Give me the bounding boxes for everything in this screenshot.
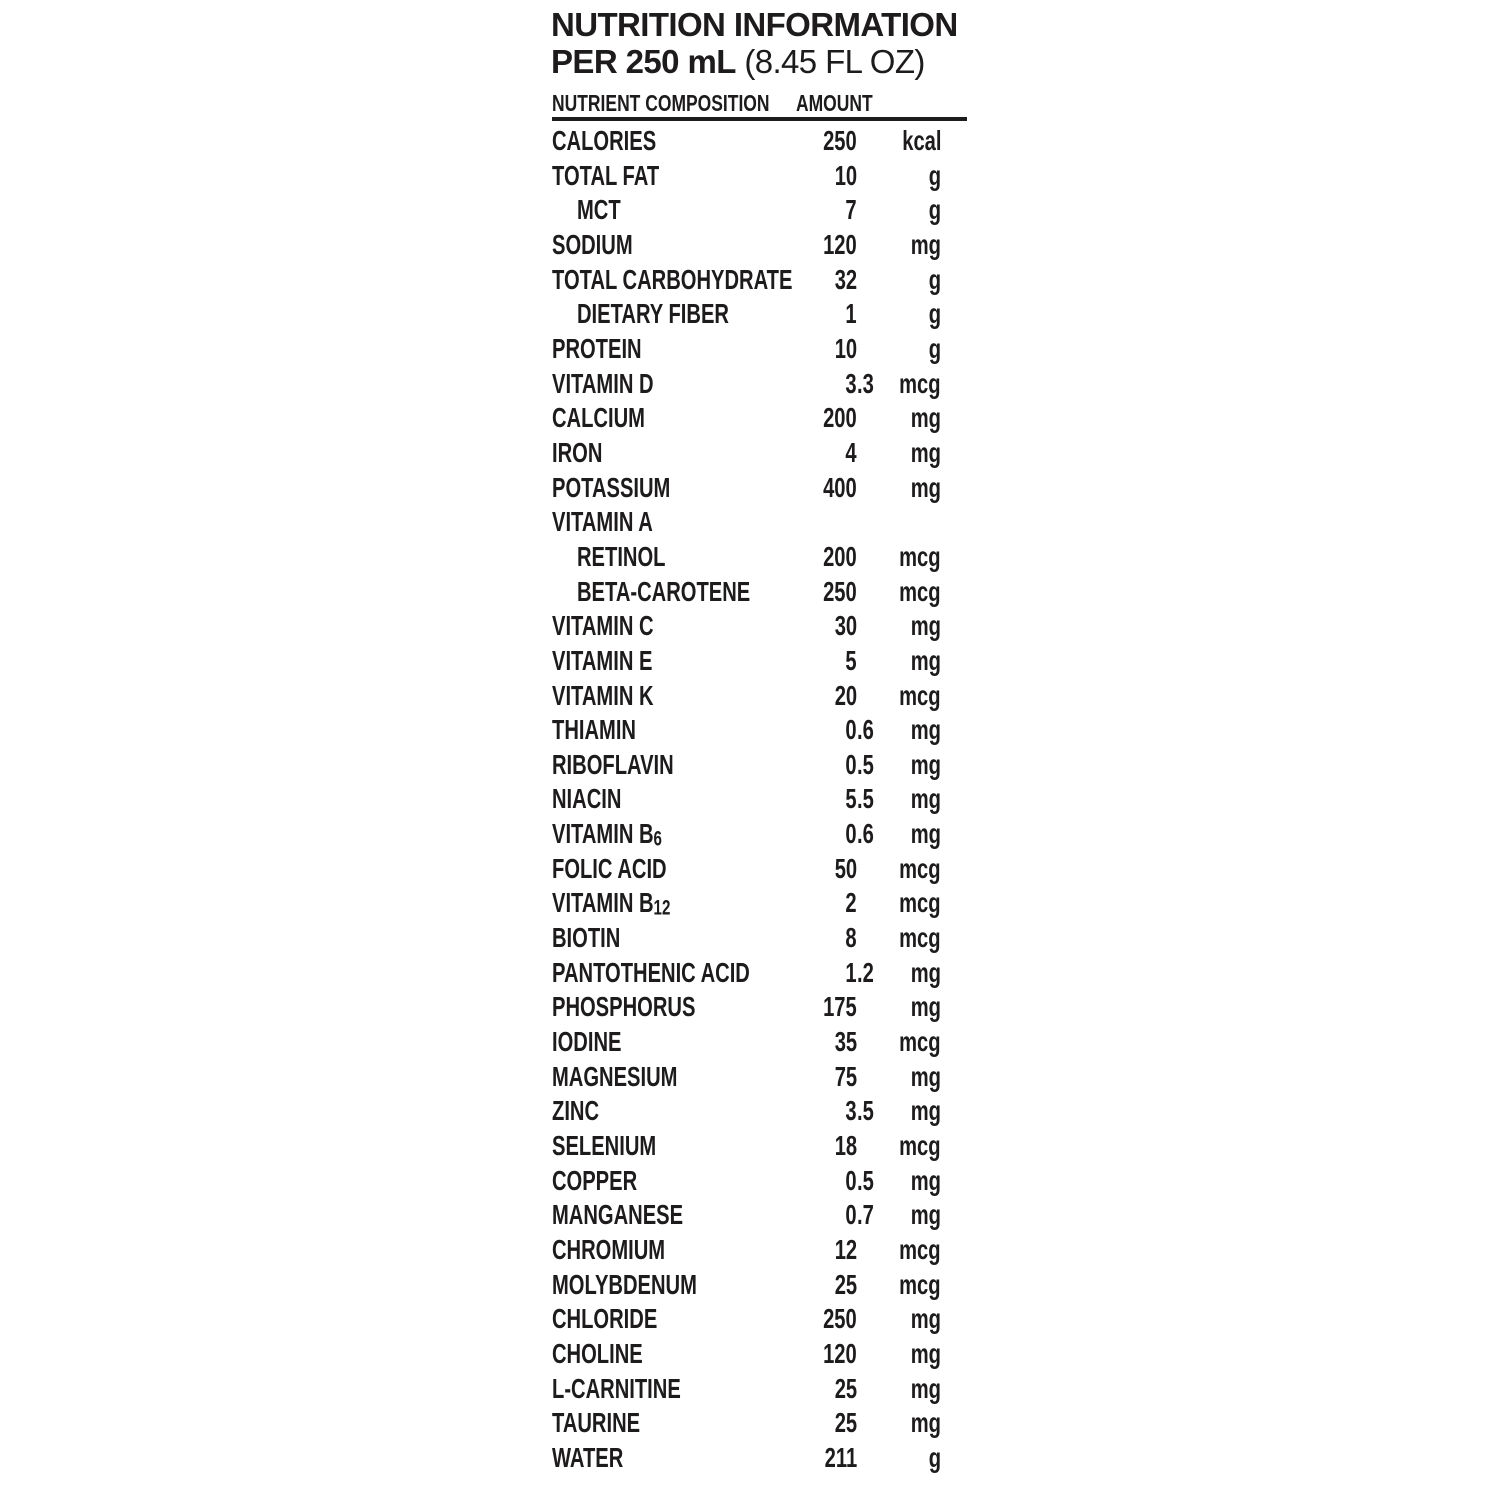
amount-integer: 18 xyxy=(834,1130,857,1162)
nutrient-name: SELENIUM xyxy=(552,1130,657,1162)
nutrient-name: PHOSPHORUS xyxy=(552,991,696,1023)
amount-fraction: .2 xyxy=(857,956,874,988)
amount-unit xyxy=(857,817,941,852)
amount-unit-text: mcg xyxy=(899,575,941,607)
nutrient-name: PROTEIN xyxy=(552,332,642,364)
amount-unit xyxy=(857,921,941,956)
amount-unit-text: mcg xyxy=(899,887,941,919)
amount-unit xyxy=(857,193,941,228)
amount-value xyxy=(552,193,857,228)
table-row xyxy=(552,990,972,1025)
nutrient-name: CALCIUM xyxy=(552,402,645,434)
amount-integer: 12 xyxy=(834,1234,857,1265)
table-row xyxy=(552,1337,972,1372)
amount-value xyxy=(552,679,857,714)
nutrient-name: TOTAL FAT xyxy=(552,159,660,191)
nutrient-name: NIACIN xyxy=(552,783,622,815)
amount-value xyxy=(552,852,857,887)
nutrient-name: BETA-CAROTENE xyxy=(577,575,751,607)
label-title: NUTRITION INFORMATION xyxy=(551,6,958,43)
amount-unit-text: g xyxy=(928,263,941,295)
amount-unit-text: kcal xyxy=(901,125,941,156)
nutrient-name: IRON xyxy=(552,436,603,468)
nutrient-name: COPPER xyxy=(552,1164,638,1196)
amount-unit-text: g xyxy=(928,298,941,330)
column-headers xyxy=(552,91,992,115)
amount-value xyxy=(552,886,857,921)
amount-value xyxy=(552,644,857,679)
amount-integer: 2 xyxy=(845,887,857,919)
amount-unit xyxy=(857,124,941,159)
table-row xyxy=(552,921,972,956)
amount-integer: 7 xyxy=(845,194,857,226)
amount-unit xyxy=(857,367,941,402)
amount-integer: 0 xyxy=(845,1164,857,1196)
amount-value xyxy=(552,159,857,194)
amount-unit-text: mg xyxy=(910,610,941,642)
column-header-nutrient: NUTRIENT COMPOSITION xyxy=(552,90,770,116)
amount-unit-text: mg xyxy=(910,1337,941,1369)
amount-unit-text: g xyxy=(928,159,941,191)
amount-unit-text: mcg xyxy=(899,922,941,954)
amount-unit-text: mg xyxy=(910,714,941,746)
amount-integer: 120 xyxy=(823,228,857,260)
amount-unit-text: mg xyxy=(910,471,941,503)
amount-value xyxy=(552,228,857,263)
amount-unit-text: mg xyxy=(910,991,941,1023)
amount-unit xyxy=(857,644,941,679)
table-row xyxy=(552,644,972,679)
amount-unit xyxy=(857,1129,941,1164)
amount-unit-text: mg xyxy=(910,228,941,260)
amount-unit xyxy=(857,159,941,194)
amount-unit xyxy=(857,679,941,714)
amount-integer: 32 xyxy=(834,263,857,295)
table-row xyxy=(552,367,972,402)
amount-value xyxy=(552,1302,857,1337)
amount-unit-text: mg xyxy=(910,1060,941,1092)
nutrient-table xyxy=(552,124,972,1476)
serving-fluid-ounces: (8.45 FL OZ) xyxy=(744,43,925,80)
amount-unit xyxy=(857,1302,941,1337)
table-row xyxy=(552,1164,972,1199)
amount-integer: 250 xyxy=(823,125,857,156)
amount-integer: 175 xyxy=(823,991,857,1023)
amount-fraction: .3 xyxy=(857,367,874,399)
nutrient-name: TOTAL CARBOHYDRATE xyxy=(552,263,793,295)
serving-volume: PER 250 mL xyxy=(551,43,736,80)
amount-unit xyxy=(857,575,941,610)
amount-value xyxy=(552,401,857,436)
nutrient-name: THIAMIN xyxy=(552,714,636,746)
amount-integer: 0 xyxy=(845,818,857,850)
amount-unit xyxy=(857,1164,941,1199)
amount-unit-text: mg xyxy=(910,818,941,850)
amount-unit-text: mg xyxy=(910,1372,941,1404)
amount-value xyxy=(552,1233,857,1268)
amount-fraction: .6 xyxy=(857,714,874,746)
amount-fraction: .7 xyxy=(857,1199,874,1231)
amount-value xyxy=(552,1372,857,1407)
amount-unit-text: g xyxy=(928,194,941,226)
amount-unit xyxy=(857,609,941,644)
amount-unit xyxy=(857,1233,941,1268)
nutrient-name: VITAMIN B12 xyxy=(552,887,671,920)
amount-value xyxy=(552,1337,857,1372)
amount-integer: 3 xyxy=(845,367,857,399)
amount-unit xyxy=(857,852,941,887)
amount-unit xyxy=(857,1025,941,1060)
nutrient-name: RETINOL xyxy=(577,540,666,572)
table-row xyxy=(552,609,972,644)
amount-integer: 200 xyxy=(823,540,857,572)
table-row xyxy=(552,297,972,332)
nutrient-name: POTASSIUM xyxy=(552,471,671,503)
amount-integer: 25 xyxy=(834,1372,857,1404)
nutrient-name: MAGNESIUM xyxy=(552,1060,678,1092)
amount-unit xyxy=(857,956,941,991)
amount-unit-text: mg xyxy=(910,956,941,988)
column-header-amount: AMOUNT xyxy=(796,90,873,116)
amount-fraction: .5 xyxy=(857,748,874,780)
amount-unit-text: mcg xyxy=(899,852,941,884)
amount-value xyxy=(552,1025,857,1060)
amount-unit xyxy=(857,297,941,332)
amount-fraction: .5 xyxy=(857,1164,874,1196)
nutrient-name: VITAMIN E xyxy=(552,644,653,676)
amount-integer: 0 xyxy=(845,748,857,780)
nutrient-name: VITAMIN A xyxy=(552,506,653,538)
nutrient-name-subscript: 6 xyxy=(653,827,662,851)
amount-value xyxy=(552,297,857,332)
amount-unit xyxy=(857,748,941,783)
amount-integer: 25 xyxy=(834,1268,857,1300)
amount-integer: 120 xyxy=(823,1337,857,1369)
amount-unit-text: mcg xyxy=(899,1026,941,1058)
nutrient-name: MOLYBDENUM xyxy=(552,1268,697,1300)
table-row xyxy=(552,1025,972,1060)
nutrient-name: IODINE xyxy=(552,1026,622,1058)
amount-integer: 5 xyxy=(845,644,857,676)
serving-size-line xyxy=(551,43,925,80)
amount-integer: 4 xyxy=(845,436,857,468)
amount-value xyxy=(552,817,874,852)
table-row xyxy=(552,1406,972,1441)
amount-integer: 50 xyxy=(834,852,857,884)
amount-value xyxy=(552,1406,857,1441)
table-row xyxy=(552,263,972,298)
table-row xyxy=(552,1129,972,1164)
amount-unit xyxy=(857,228,941,263)
table-row xyxy=(552,817,972,852)
amount-unit-text: mg xyxy=(910,1095,941,1127)
amount-unit xyxy=(857,1198,941,1233)
amount-unit xyxy=(857,1406,941,1441)
amount-integer: 0 xyxy=(845,714,857,746)
amount-unit xyxy=(857,540,941,575)
amount-integer: 3 xyxy=(845,1095,857,1127)
amount-unit-text: g xyxy=(928,1441,941,1473)
amount-unit-text: mg xyxy=(910,436,941,468)
table-row xyxy=(552,124,972,159)
amount-value xyxy=(552,540,857,575)
amount-integer: 250 xyxy=(823,575,857,607)
amount-fraction: .6 xyxy=(857,818,874,850)
table-row xyxy=(552,748,972,783)
amount-unit-text: mg xyxy=(910,1199,941,1231)
nutrient-name: CHROMIUM xyxy=(552,1234,666,1265)
nutrient-name: VITAMIN D xyxy=(552,367,654,399)
table-row xyxy=(552,1268,972,1303)
table-row xyxy=(552,540,972,575)
amount-value xyxy=(552,263,857,298)
table-row xyxy=(552,956,972,991)
amount-value xyxy=(552,436,857,471)
amount-unit xyxy=(857,990,941,1025)
amount-value xyxy=(552,1268,857,1303)
nutrient-name: CHOLINE xyxy=(552,1337,643,1369)
amount-integer: 75 xyxy=(834,1060,857,1092)
amount-unit xyxy=(857,1372,941,1407)
amount-integer: 10 xyxy=(834,332,857,364)
amount-integer: 35 xyxy=(834,1026,857,1058)
amount-integer: 30 xyxy=(834,610,857,642)
amount-integer: 20 xyxy=(834,679,857,711)
amount-unit-text: mcg xyxy=(899,1268,941,1300)
amount-value xyxy=(552,1094,874,1129)
amount-integer: 0 xyxy=(845,1199,857,1231)
amount-integer: 1 xyxy=(845,298,857,330)
amount-value xyxy=(552,367,874,402)
amount-value xyxy=(552,1129,857,1164)
amount-unit xyxy=(857,1060,941,1095)
table-row xyxy=(552,1094,972,1129)
amount-unit-text: mg xyxy=(910,1164,941,1196)
amount-integer: 25 xyxy=(834,1407,857,1439)
table-row xyxy=(552,1372,972,1407)
amount-value xyxy=(552,609,857,644)
nutrient-name: VITAMIN C xyxy=(552,610,654,642)
table-row xyxy=(552,713,972,748)
amount-value xyxy=(552,713,874,748)
nutrient-name: L-CARNITINE xyxy=(552,1372,681,1404)
amount-unit-text: mcg xyxy=(899,1130,941,1162)
table-row xyxy=(552,782,972,817)
amount-fraction: .5 xyxy=(857,1095,874,1127)
amount-unit-text: mg xyxy=(910,644,941,676)
nutrient-name: TAURINE xyxy=(552,1407,641,1439)
amount-unit-text: mg xyxy=(910,402,941,434)
table-row xyxy=(552,401,972,436)
table-row xyxy=(552,505,972,540)
table-row xyxy=(552,1441,972,1476)
amount-unit xyxy=(857,263,941,298)
amount-value xyxy=(552,921,857,956)
amount-unit-text: g xyxy=(928,332,941,364)
amount-integer: 400 xyxy=(823,471,857,503)
amount-fraction: .5 xyxy=(857,783,874,815)
amount-integer: 211 xyxy=(824,1441,857,1473)
table-row xyxy=(552,1198,972,1233)
amount-integer: 1 xyxy=(845,956,857,988)
amount-value xyxy=(552,332,857,367)
table-row xyxy=(552,159,972,194)
amount-value xyxy=(552,1441,857,1476)
amount-integer: 250 xyxy=(823,1303,857,1335)
amount-unit-text: mg xyxy=(910,783,941,815)
nutrient-name: BIOTIN xyxy=(552,922,621,954)
amount-unit-text: mcg xyxy=(899,540,941,572)
amount-unit xyxy=(857,886,941,921)
table-row xyxy=(552,886,972,921)
amount-integer: 10 xyxy=(834,159,857,191)
nutrient-name: CALORIES xyxy=(552,125,657,156)
amount-value xyxy=(552,1164,874,1199)
table-row xyxy=(552,575,972,610)
amount-value xyxy=(552,1060,857,1095)
amount-unit-text: mcg xyxy=(899,679,941,711)
amount-unit xyxy=(857,436,941,471)
amount-value xyxy=(552,575,857,610)
amount-unit-text: mcg xyxy=(899,1234,941,1265)
amount-unit xyxy=(857,471,941,506)
table-row xyxy=(552,436,972,471)
amount-integer: 8 xyxy=(845,922,857,954)
nutrient-name: MCT xyxy=(577,194,621,226)
nutrient-name: VITAMIN B6 xyxy=(552,818,662,851)
amount-unit-text: mg xyxy=(910,748,941,780)
table-row xyxy=(552,332,972,367)
amount-unit-text: mg xyxy=(910,1407,941,1439)
amount-value xyxy=(552,782,874,817)
nutrient-name: ZINC xyxy=(552,1095,600,1127)
table-row xyxy=(552,1302,972,1337)
amount-unit xyxy=(857,1268,941,1303)
table-row xyxy=(552,1233,972,1268)
nutrient-name: WATER xyxy=(552,1441,624,1473)
table-row xyxy=(552,471,972,506)
amount-value xyxy=(552,1198,874,1233)
table-row xyxy=(552,1060,972,1095)
nutrient-name: MANGANESE xyxy=(552,1199,684,1231)
nutrient-name: RIBOFLAVIN xyxy=(552,748,674,780)
nutrient-name-subscript: 12 xyxy=(653,896,671,920)
nutrient-name: DIETARY FIBER xyxy=(577,298,729,330)
amount-integer: 5 xyxy=(845,783,857,815)
amount-value xyxy=(552,956,874,991)
amount-value xyxy=(552,124,857,159)
amount-integer: 200 xyxy=(823,402,857,434)
amount-value xyxy=(552,748,874,783)
table-row xyxy=(552,679,972,714)
header-divider-rule xyxy=(552,117,967,121)
nutrient-name: CHLORIDE xyxy=(552,1303,658,1335)
nutrient-name: SODIUM xyxy=(552,228,633,260)
table-row xyxy=(552,852,972,887)
amount-unit xyxy=(857,1441,941,1476)
amount-unit xyxy=(857,782,941,817)
amount-unit xyxy=(857,332,941,367)
nutrient-name: VITAMIN K xyxy=(552,679,654,711)
amount-unit xyxy=(857,1094,941,1129)
amount-unit xyxy=(857,713,941,748)
table-row xyxy=(552,193,972,228)
amount-value xyxy=(552,471,857,506)
amount-unit-text: mcg xyxy=(899,367,941,399)
amount-unit-text: mg xyxy=(910,1303,941,1335)
amount-unit xyxy=(857,1337,941,1372)
table-row xyxy=(552,228,972,263)
nutrient-name: PANTOTHENIC ACID xyxy=(552,956,750,988)
amount-value xyxy=(552,990,857,1025)
nutrient-name: FOLIC ACID xyxy=(552,852,667,884)
amount-unit xyxy=(857,401,941,436)
